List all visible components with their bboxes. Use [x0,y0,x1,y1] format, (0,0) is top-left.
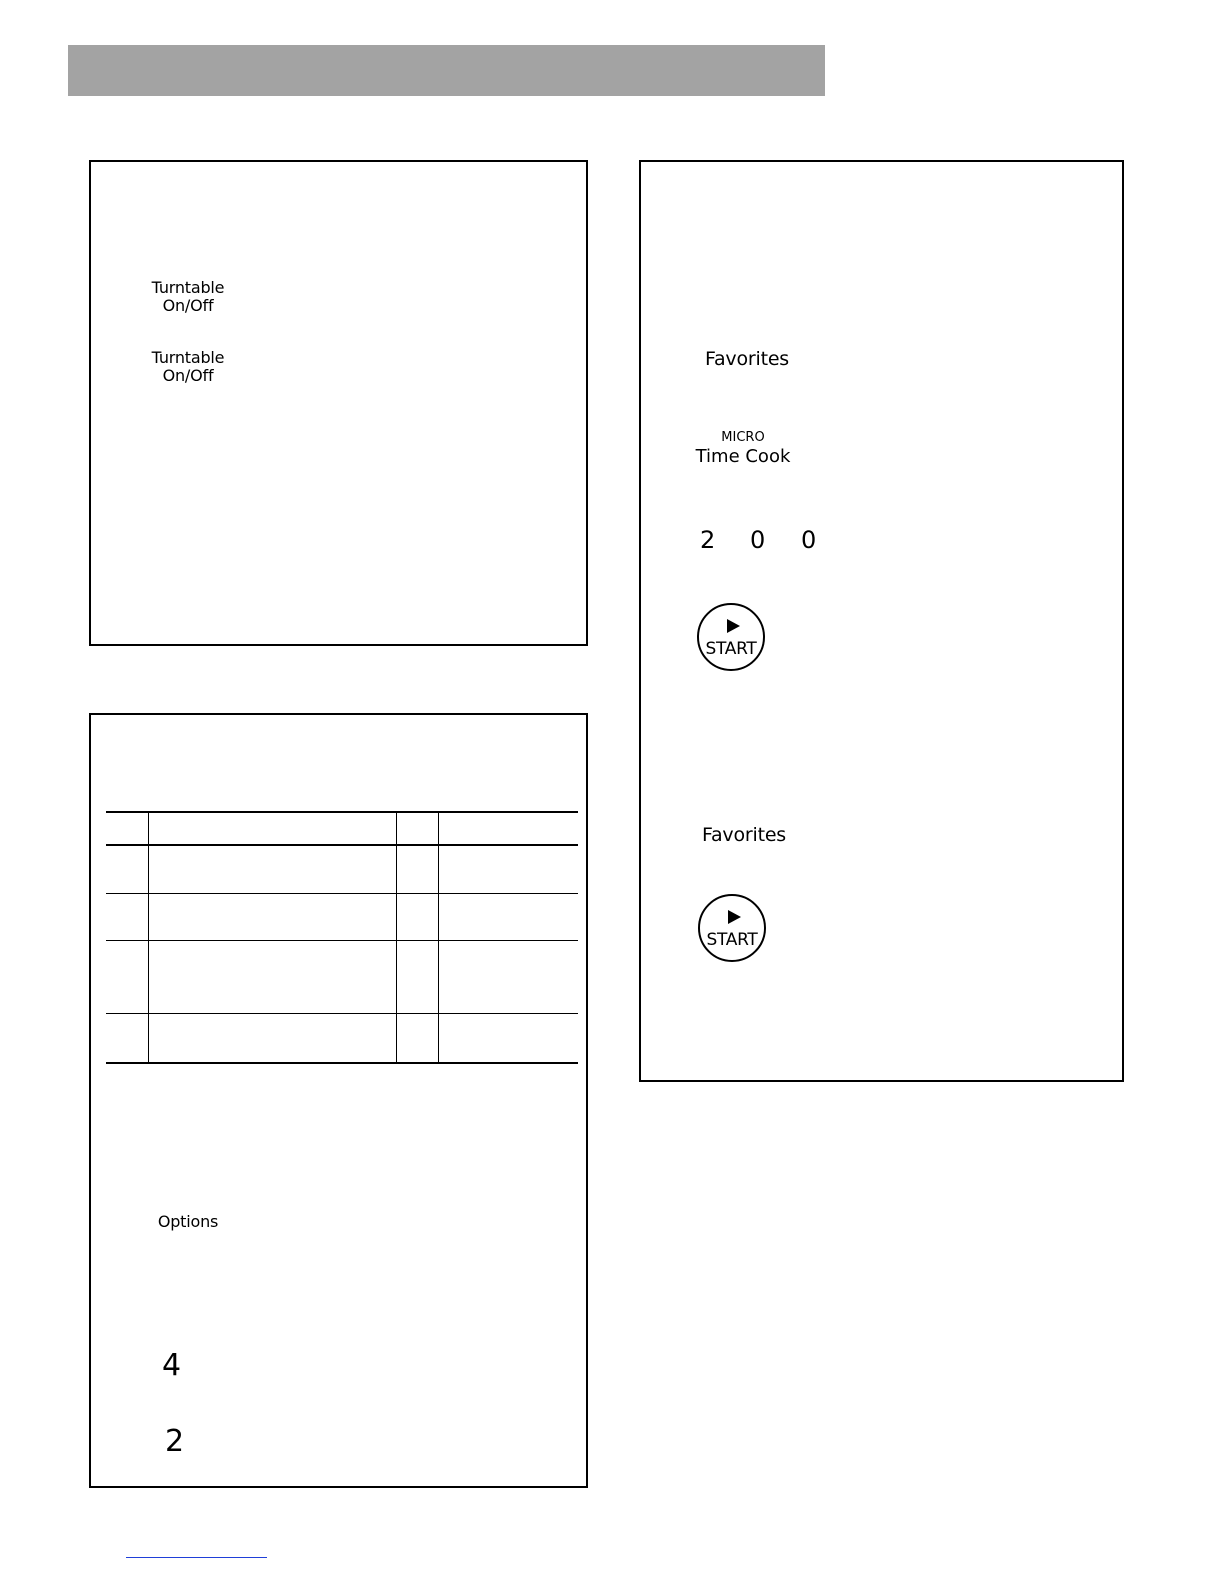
digit-0-button[interactable]: 0 [801,526,817,554]
micro-label: MICRO [721,430,765,445]
play-icon [728,910,741,924]
turntable-on-off-button-2[interactable] [135,349,241,385]
turntable-on-off-button-1[interactable] [135,279,241,315]
digit-2-button[interactable]: 2 [700,526,716,554]
start-label: START [705,639,757,659]
favorites-panel [639,160,1124,1082]
time-cook-label: Time Cook [695,446,791,467]
turntable-panel [89,160,588,646]
on-off-label: On/Off [162,296,214,315]
favorites-button-2[interactable]: Favorites [701,824,787,846]
start-button-1[interactable] [697,603,765,671]
favorites-button-1[interactable]: Favorites [704,348,790,370]
options-panel [89,713,588,1488]
turntable-label: Turntable [151,348,225,367]
turntable-label: Turntable [151,278,225,297]
options-button[interactable]: Options [157,1212,219,1231]
digit-4-button[interactable]: 4 [162,1348,182,1383]
micro-time-cook-button[interactable] [691,430,795,468]
digit-2-button[interactable]: 2 [165,1424,185,1459]
play-icon [727,619,740,633]
on-off-label: On/Off [162,366,214,385]
header-bar [68,45,825,96]
start-button-2[interactable] [698,894,766,962]
digit-0-button[interactable]: 0 [750,526,766,554]
start-label: START [706,930,758,950]
footer-link-underline[interactable] [126,1557,267,1558]
